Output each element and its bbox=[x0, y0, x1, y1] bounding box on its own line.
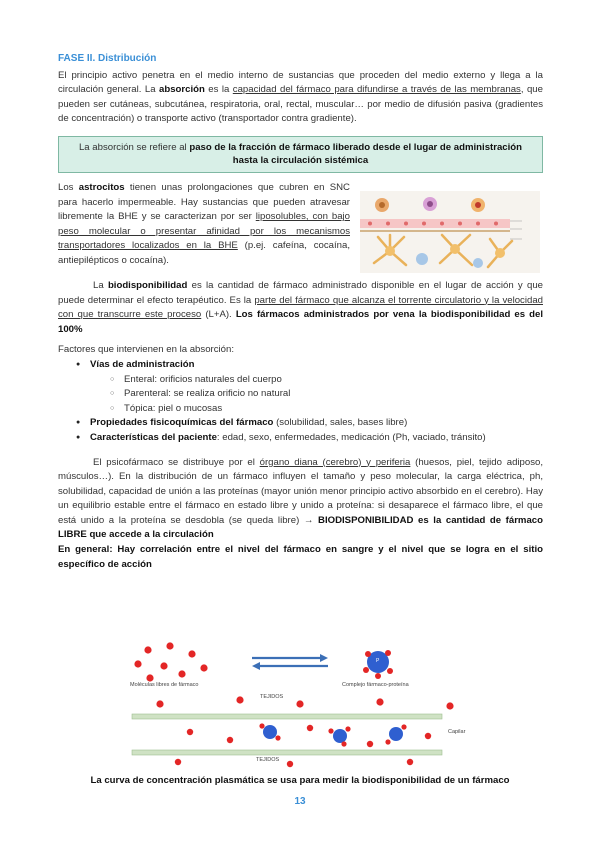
paragraph-correlacion: En general: Hay correlación entre el nivel del fármaco en sangre y el nivel que se logra en el sitio específico de acción bbox=[58, 544, 543, 570]
label-free-molecules: Moléculas libres de fármaco bbox=[130, 682, 199, 688]
list-item: ○ Parenteral: se realiza orificio no natural bbox=[124, 387, 543, 402]
paragraph-absorption bbox=[58, 69, 543, 127]
text: (L+A). bbox=[201, 309, 236, 321]
factors-intro: Factores que intervienen en la absorción: bbox=[58, 344, 234, 356]
factor-caracteristicas: Características del paciente bbox=[90, 431, 217, 443]
list-item bbox=[90, 431, 543, 446]
text: es la bbox=[204, 84, 233, 96]
text: El principio activo penetra en el medio interno de sustancias que proceden del medio externo y llega a la circulación general. La bbox=[58, 69, 543, 96]
factors-list bbox=[58, 358, 543, 446]
underlined-text: parte del fármaco que alcanza el torrente circulatorio y la velocidad con que transcurre este proceso bbox=[58, 294, 543, 321]
sublist bbox=[90, 373, 543, 417]
term-biodisponibilidad: biodisponibilidad bbox=[107, 279, 188, 291]
capillary-wall-top bbox=[132, 714, 442, 719]
page-content bbox=[58, 52, 543, 572]
page-number: 13 bbox=[294, 796, 306, 807]
factor-vias: Vías de administración bbox=[90, 358, 195, 370]
callout-box bbox=[58, 136, 543, 173]
figure-caption: La curva de concentración plasmática se usa para medir la biodisponibilidad de un fármaco bbox=[90, 775, 510, 786]
text: tienen unas prolongaciones que cubren en SNC para hacerlo impermeable. Hay sustancias que pueden atravesar libremente la BHE y se caracterizan por ser bbox=[58, 181, 350, 223]
free-drug-molecules bbox=[134, 642, 207, 681]
label-tissue-top: TEJIDOS bbox=[260, 694, 284, 700]
distribution-diagram bbox=[130, 638, 475, 768]
underlined-text: liposolubles, con bajo peso molecular o presentar afinidad por los mecanismos transportadores localizados en la BHE bbox=[58, 211, 350, 252]
section-title: FASE II. Distribución bbox=[58, 53, 157, 64]
list-item: ○ Tópica: piel o mucosas bbox=[124, 402, 543, 417]
text: : edad, sexo, enfermedades, medicación (Ph, vaciado, tránsito) bbox=[216, 431, 486, 443]
underlined-text: órgano diana (cerebro) y periferia bbox=[259, 456, 411, 468]
label-tissue-bottom: TEJIDOS bbox=[256, 757, 280, 763]
bold-statement: Los fármacos administrados por vena la biodisponibilidad es del 100% bbox=[58, 309, 543, 335]
text: La bbox=[93, 279, 108, 291]
protein-complex bbox=[363, 650, 393, 679]
text: (p.ej. cafeína, cocaína, antiepilépticos o cocaína). bbox=[58, 240, 351, 266]
astrocitos-block bbox=[58, 181, 543, 273]
text: (solubilidad, sales, bases libre) bbox=[273, 417, 408, 429]
diagram-graphics bbox=[130, 638, 475, 768]
label-capillary: Capilar bbox=[448, 729, 466, 735]
label-protein-complex: Complejo fármaco-proteína bbox=[342, 682, 409, 688]
bhe-illustration bbox=[360, 191, 540, 273]
text: Los bbox=[58, 181, 79, 193]
paragraph-astrocitos bbox=[58, 181, 350, 273]
paragraph-biodisponibilidad bbox=[58, 279, 543, 337]
text: El psicofármaco se distribuye por el bbox=[93, 456, 260, 468]
list-item bbox=[90, 416, 543, 431]
bold-statement: BIODISPONIBILIDAD es la cantidad de fármaco LIBRE que accede a la circulación bbox=[58, 514, 543, 541]
label-protein-p: P bbox=[376, 658, 380, 664]
term-astrocitos: astrocitos bbox=[78, 181, 125, 193]
text: , que pueden ser cutáneas, subcutánea, respiratoria, oral, rectal, muscular… por medio de difusión pasiva (gradientes de concentración) o transporte activo (transportador contra gradiente). bbox=[58, 84, 543, 125]
text: (huesos, piel, tejido adiposo, músculos…). En la distribución de un fármaco influyen el tamaño y peso molecular, la carga eléctrica, ph, solubilidad, capacidad de unión a las proteínas (mayor unión menor principio activo absorbido en el cerebro). Hay un equilibrio estable entre el fármaco en estado libre y unido a proteína: si desaparece el fármaco libre, el que está unido a la proteína se desdobla (se queda libre) → bbox=[58, 456, 544, 526]
paragraph-distribucion bbox=[58, 456, 543, 544]
capillary-wall-bottom bbox=[132, 750, 442, 755]
list-item bbox=[90, 358, 543, 416]
factor-propiedades: Propiedades fisicoquímicas del fármaco bbox=[90, 417, 274, 429]
list-item: ○ Enteral: orificios naturales del cuerpo bbox=[124, 373, 543, 388]
text: es la cantidad de fármaco administrado disponible en el lugar de acción y que puede determinar el efecto terapéutico. Es la bbox=[58, 279, 543, 306]
blood-proteins bbox=[259, 723, 406, 746]
text: La absorción se refiere al bbox=[78, 141, 190, 153]
callout-bold: paso de la fracción de fármaco liberado desde el lugar de administración hasta la circulación sistémica bbox=[189, 141, 523, 167]
term-absorcion: absorción bbox=[159, 84, 205, 96]
underlined-text: capacidad del fármaco para difundirse a través de las membranas bbox=[232, 84, 521, 96]
